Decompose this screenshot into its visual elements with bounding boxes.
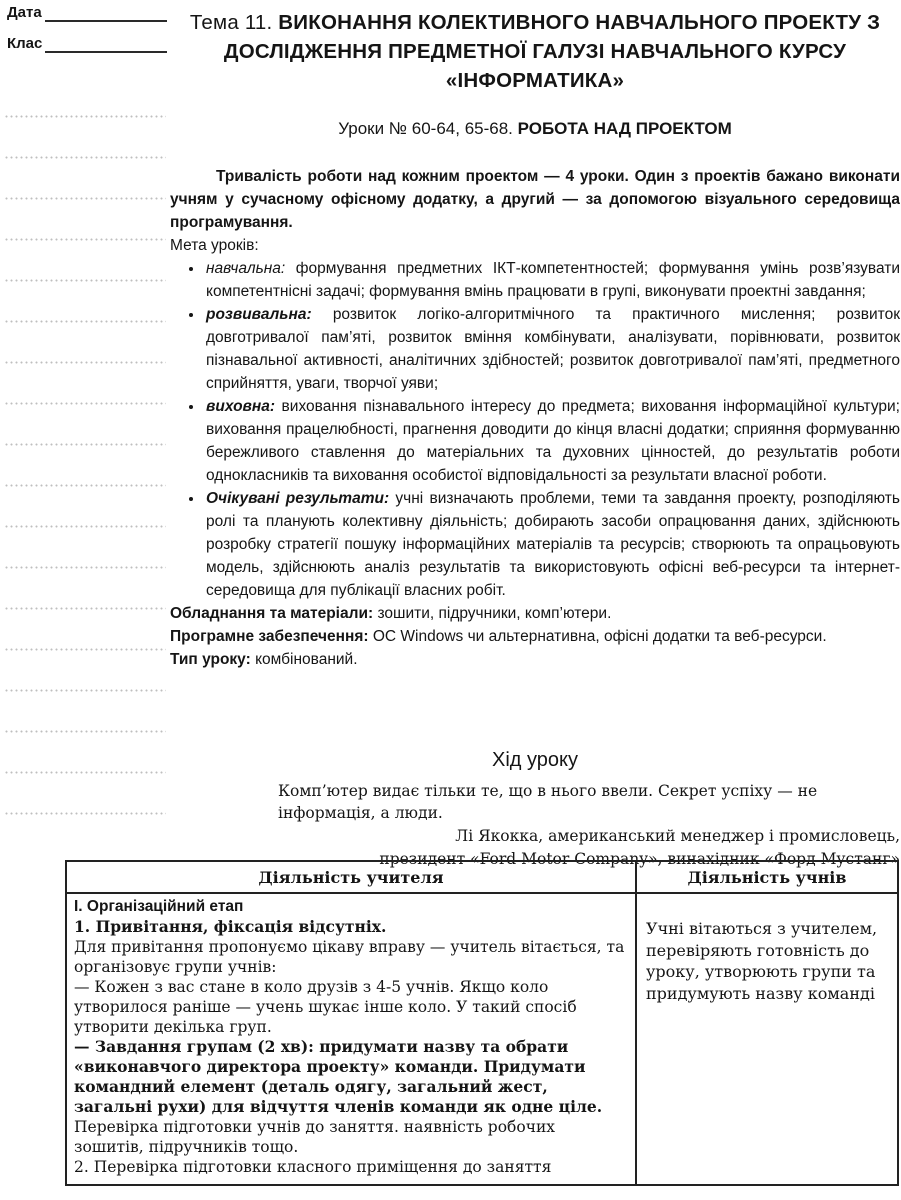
date-field xyxy=(7,4,167,22)
software-text: ОС Windows чи альтернативна, офісні додатки та веб-ресурси. xyxy=(372,628,827,645)
main-column xyxy=(170,0,900,752)
lesson-type-label: Тип уроку: xyxy=(170,651,256,668)
date-label: Дата xyxy=(7,4,42,21)
students-activity-cell xyxy=(636,893,898,1185)
class-label: Клас xyxy=(7,35,43,52)
goals-label: Мета уроків: xyxy=(170,237,259,254)
lesson-subtitle-bold: РОБОТА НАД ПРОЕКТОМ xyxy=(517,119,732,138)
flow-heading: Хід уроку xyxy=(491,749,578,771)
equipment-label: Обладнання та матеріали: xyxy=(170,605,378,622)
teacher-circle-task: — Кожен з вас стане в коло друзів з 4-5 учнів. Якщо коло утворилося раніше — учень шукає інше коло. У такий спосіб утворити декілька груп. xyxy=(74,978,577,1036)
students-activity-text: Учні вітаються з учителем, перевіряють готовність до уроку, утворюють групи та придумують назву команді xyxy=(646,919,878,1003)
goal-text-developmental: розвиток логіко-алгоритмічного та практичного мислення; розвиток довготривалої пам’яті, розвиток вміння комбінувати, аналізувати, порівнювати, розвиток пізнавальної активності, аналітичних здібностей; розвиток довготривалої пам’яті, предметного сприйняття, уваги, творчої уяви; xyxy=(206,306,900,392)
activity-table xyxy=(65,860,899,1186)
teacher-column-header: Діяльність учителя xyxy=(66,861,636,893)
teacher-greeting-text: Для привітання пропонуємо цікаву вправу — учитель вітається, та організовує групи учнів: xyxy=(74,938,625,976)
software-label: Програмне забезпечення: xyxy=(170,628,373,645)
epigraph-quote: Комп’ютер видає тільки те, що в нього ввели. Секрет успіху — не інформація, а люди. xyxy=(278,782,818,822)
lesson-type-line xyxy=(170,648,900,671)
equipment-line xyxy=(170,602,900,625)
teacher-activity-cell xyxy=(66,893,636,1185)
goal-lead-developmental: розвивальна: xyxy=(206,306,333,323)
goal-item-expected-results xyxy=(204,487,900,602)
date-blank-line xyxy=(45,7,167,22)
lesson-subtitle-lead: Уроки № 60-64, 65-68. xyxy=(338,119,518,138)
goal-lead-upbringing: виховна: xyxy=(206,398,282,415)
epigraph-attribution-1: Лі Якокка, американський менеджер і промисловець, xyxy=(455,827,900,845)
goal-item-developmental xyxy=(204,303,900,395)
lesson-title xyxy=(170,8,900,95)
goal-text-upbringing: виховання пізнавального інтересу до предмета; виховання інформаційної культури; виховання працелюбності, прагнення доводити до кінця власні додатки; сприяння формуванню бережливого ставлення до матеріальних та духовних цінностей, до результатів роботи однокласників та виховання особистої відповідальності за результати власної роботи. xyxy=(206,398,900,484)
goal-lead-expected-results: Очікувані результати: xyxy=(206,490,396,507)
teacher-group-task: — Завдання групам (2 хв): придумати назву та обрати «виконавчого директора проекту» команди. Придумати командний елемент (деталь одягу, загальний жест, загальні рухи) для відчуття членів команди як одне ціле. xyxy=(74,1037,603,1116)
lesson-title-bold: ВИКОНАННЯ КОЛЕКТИВНОГО НАВЧАЛЬНОГО ПРОЕКТУ З ДОСЛІДЖЕННЯ ПРЕДМЕТНОЇ ГАЛУЗІ НАВЧАЛЬНОГО КУРСУ «ІНФОРМАТИКА» xyxy=(223,11,881,92)
epigraph-attribution-2: президент «Ford Motor Company», винахідник «Форд Мустанг» xyxy=(379,850,900,868)
activity-table-body-row xyxy=(66,893,898,1185)
students-column-header: Діяльність учнів xyxy=(636,861,898,893)
epigraph xyxy=(170,780,900,870)
teacher-step-2: 2. Перевірка підготовки класного приміщення до заняття xyxy=(74,1158,552,1176)
class-field xyxy=(7,35,167,53)
activity-table-header-row xyxy=(66,861,898,893)
goals-list xyxy=(170,257,900,602)
goal-item-upbringing xyxy=(204,395,900,487)
lesson-subtitle xyxy=(170,117,900,140)
stage-heading: I. Організаційний етап xyxy=(74,898,244,915)
margin-note-dotted-lines xyxy=(4,96,166,836)
workbook-margin xyxy=(7,4,167,66)
lesson-type-text: комбінований. xyxy=(255,651,358,668)
lesson-flow-section xyxy=(170,748,900,870)
teacher-readiness-check: Перевірка підготовки учнів до заняття. наявність робочих зошитів, підручників тощо. xyxy=(74,1118,556,1156)
equipment-text: зошити, підручники, комп’ютери. xyxy=(377,605,612,622)
goal-lead-educational: навчальна: xyxy=(206,260,296,277)
goal-text-educational: формування предметних ІКТ-компетентностей; формування умінь розв’язувати компетентнісні задачі; формування вмінь працювати в групі, виконувати проектні завдання; xyxy=(206,260,900,300)
lesson-title-lead: Тема 11. xyxy=(189,11,279,34)
software-line xyxy=(170,625,900,648)
teacher-step-1: 1. Привітання, фіксація відсутніх. xyxy=(74,917,387,936)
goal-text-expected-results: учні визначають проблеми, теми та завдання проекту, розподіляють ролі та планують колективну діяльність; добирають засоби опрацювання даних, здійснюють розробку стратегії пошуку інформаційних матеріалів та ресурсів; створюють та опрацьовують модель, здійснюють аналіз результатів та використовують офісні веб-ресурси та інтернет-середовища для публікації власних робіт. xyxy=(206,490,900,599)
class-blank-line xyxy=(45,38,167,53)
intro-paragraph: Тривалість роботи над кожним проектом — 4 уроки. Один з проектів бажано виконати учням у сучасному офісному додатку, а другий — за допомогою візуального середовища програмування. xyxy=(170,168,900,231)
goal-item-educational xyxy=(204,257,900,303)
